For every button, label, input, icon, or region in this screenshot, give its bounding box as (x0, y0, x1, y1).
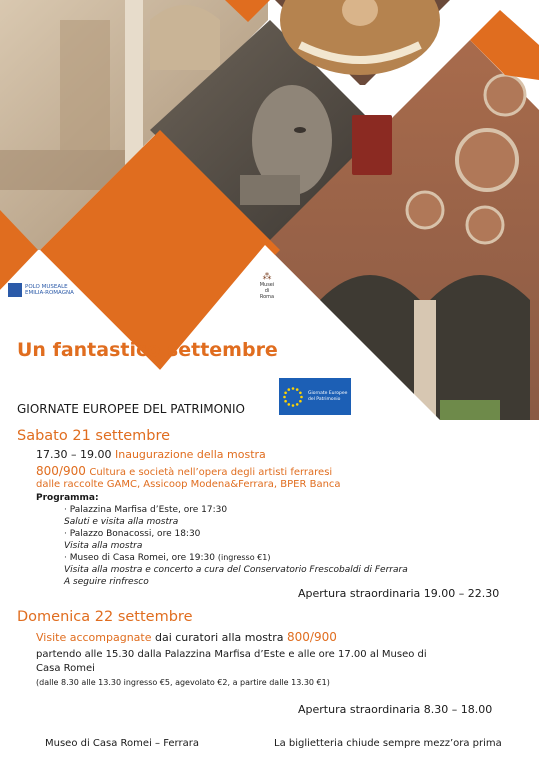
program-item-3-place: Museo di Casa Romei, ore 19:30 (69, 553, 215, 563)
polo-logo-line1: POLO MUSEALE (25, 284, 68, 290)
sunday-tour (36, 630, 337, 644)
musei-logo-line2: di (264, 288, 270, 294)
musei-logo-line1: Musei (259, 282, 275, 288)
saturday-exhibition-desc: Cultura e società nell’opera degli artisti ferraresi (89, 467, 333, 478)
sunday-date: Domenica 22 settembre (17, 609, 193, 625)
bullet-icon: · (64, 553, 70, 563)
eu-logo-line1: Giornate Europee (308, 390, 348, 396)
saturday-exhibition-name: 800/900 (36, 464, 86, 478)
musei-dots-icon: ⁂ (262, 272, 272, 282)
footer-museum-name: Museo di Casa Romei – Ferrara (45, 738, 199, 749)
eu-stars-icon (282, 386, 304, 408)
bullet-icon: · (64, 529, 70, 539)
program-item-2 (64, 529, 200, 539)
sunday-prices: (dalle 8.30 alle 13.30 ingresso €5, agevolato €2, a partire dalle 13.30 €1) (36, 678, 330, 687)
footer-ticket-note: La biglietteria chiude sempre mezz’ora prima (274, 738, 502, 749)
program-item-2-place: Palazzo Bonacossi, ore 18:30 (69, 529, 201, 539)
saturday-event: Inaugurazione della mostra (114, 448, 266, 461)
polo-logo-line2: EMILIA-ROMAGNA (25, 290, 74, 296)
musei-logo-line3: Roma (259, 294, 275, 300)
program-item-1 (64, 505, 227, 515)
musei-roma-logo (246, 272, 288, 300)
sunday-tour-label: Visite accompagnate (36, 631, 152, 644)
saturday-inauguration (36, 448, 266, 461)
sunday-opening-hours: Apertura straordinaria 8.30 – 18.00 (298, 703, 493, 716)
polo-museale-logo (8, 280, 100, 300)
eu-logo-line2: del Patrimonio (308, 396, 341, 402)
saturday-time: 17.30 – 19.00 (36, 448, 112, 461)
sunday-departure-line1: partendo alle 15.30 dalla Palazzina Marfisa d’Este e alle ore 17.00 al Museo di (36, 649, 427, 660)
saturday-opening-hours: Apertura straordinaria 19.00 – 22.30 (298, 587, 500, 600)
program-item-2-note: Visita alla mostra (64, 541, 143, 551)
bullet-icon: · (64, 505, 70, 515)
program-item-1-place: Palazzina Marfisa d’Este, ore 17:30 (69, 505, 228, 515)
program-item-1-note: Saluti e visita alla mostra (64, 517, 179, 527)
sunday-departure-line2: Casa Romei (36, 663, 95, 674)
page-title: Un fantastico settembre (17, 339, 278, 361)
gep-eu-logo (279, 378, 351, 415)
saturday-collections: dalle raccolte GAMC, Assicoop Modena&Ferrara, BPER Banca (36, 479, 341, 490)
saturday-exhibition (36, 464, 332, 478)
program-item-3 (64, 553, 270, 563)
sunday-exhibition-name: 800/900 (287, 630, 337, 644)
program-label: Programma: (36, 493, 99, 503)
polo-museale-mark-icon (8, 283, 22, 297)
saturday-date: Sabato 21 settembre (17, 428, 171, 444)
sunday-tour-text: dai curatori alla mostra (154, 631, 284, 644)
saturday-closing: A seguire rinfresco (64, 577, 149, 587)
program-item-3-extra: (ingresso €1) (217, 553, 271, 562)
gep-heading: GIORNATE EUROPEE DEL PATRIMONIO (17, 402, 245, 416)
program-item-3-note: Visita alla mostra e concerto a cura del Conservatorio Frescobaldi di Ferrara (64, 565, 408, 575)
